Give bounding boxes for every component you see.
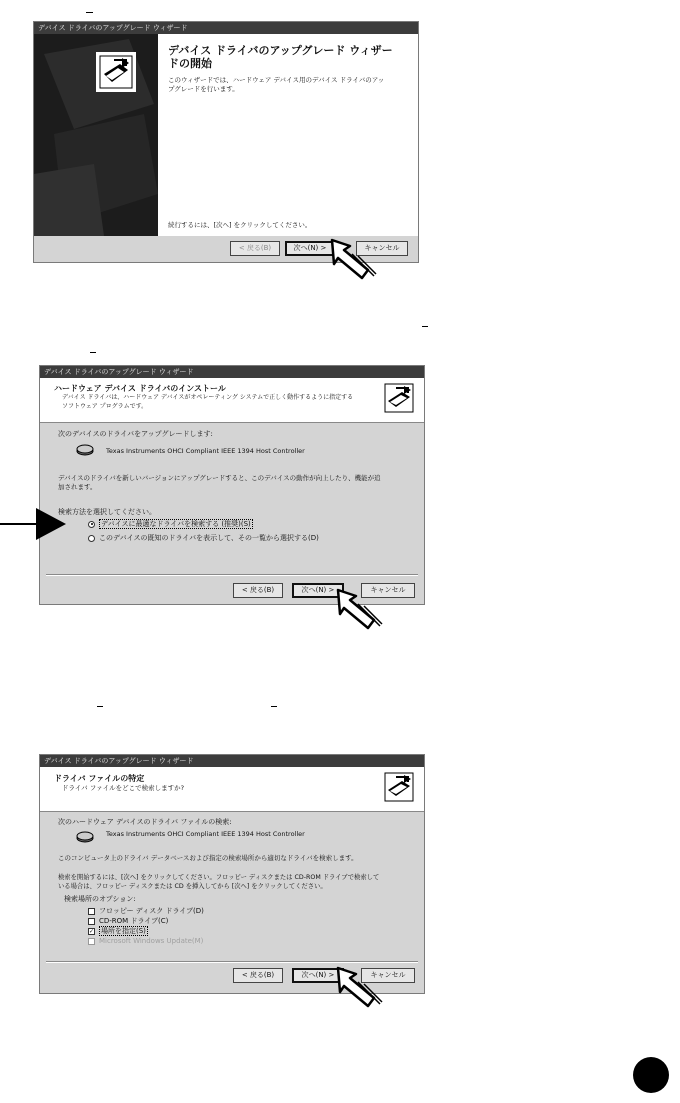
wizard-dialog-install bbox=[39, 365, 425, 605]
wizard-side-panel bbox=[34, 34, 158, 236]
next-button[interactable]: 次へ(N) > bbox=[285, 241, 335, 256]
wizard-dialog-welcome bbox=[33, 21, 419, 263]
welcome-description-line1: このウィザードでは、ハードウェア デバイス用のデバイス ドライバのアッ bbox=[168, 76, 385, 84]
hand-pointer-cursor-icon bbox=[328, 236, 382, 286]
checkbox bbox=[88, 938, 95, 945]
radio-option-recommended[interactable] bbox=[88, 519, 253, 529]
window-titlebar: デバイス ドライバのアップグレード ウィザード bbox=[40, 755, 424, 767]
margin-mark bbox=[422, 326, 428, 327]
welcome-heading: デバイス ドライバのアップグレード ウィザードの開始 bbox=[168, 44, 393, 70]
side-panel-art bbox=[34, 34, 158, 236]
checkbox-label: 場所を指定(S) bbox=[101, 927, 146, 935]
search-option-row[interactable] bbox=[88, 906, 204, 916]
margin-mark bbox=[90, 352, 96, 353]
cancel-button[interactable]: キャンセル bbox=[356, 241, 408, 256]
upgrade-label: 次のデバイスのドライバをアップグレードします: bbox=[58, 430, 213, 438]
instructions-line1: 検索を開始するには、[次へ] をクリックしてください。フロッピー ディスクまたは CD-ROM ドライブで検索して bbox=[58, 874, 380, 881]
radio-label: このデバイスの既知のドライバを表示して、その一覧から選択する(D) bbox=[99, 534, 319, 542]
wizard-header bbox=[40, 378, 424, 423]
radio-button[interactable] bbox=[88, 535, 95, 542]
search-method-label: 検索方法を選択してください。 bbox=[58, 508, 156, 516]
options-label: 検索場所のオプション: bbox=[64, 895, 136, 903]
checkbox[interactable]: ✓ bbox=[89, 927, 95, 935]
checkbox[interactable] bbox=[88, 918, 95, 925]
search-for-label: 次のハードウェア デバイスのドライバ ファイルの検索: bbox=[58, 818, 232, 826]
checkbox[interactable] bbox=[88, 908, 95, 915]
header-title: ハードウェア デバイス ドライバのインストール bbox=[54, 384, 226, 393]
next-button[interactable]: 次へ(N) > bbox=[292, 968, 344, 983]
back-button[interactable]: < 戻る(B) bbox=[233, 583, 283, 598]
wizard-header bbox=[40, 767, 424, 812]
button-separator bbox=[46, 574, 418, 576]
radio-option-list[interactable] bbox=[88, 533, 319, 543]
header-subtitle-line1: デバイス ドライバは、ハードウェア デバイスがオペレーティング システムで正しく動作するように指定する bbox=[62, 394, 354, 401]
wizard-hardware-icon bbox=[100, 56, 132, 88]
welcome-content bbox=[158, 34, 418, 236]
hand-pointer-cursor-icon bbox=[334, 586, 388, 636]
back-button[interactable]: < 戻る(B) bbox=[230, 241, 280, 256]
cancel-button[interactable]: キャンセル bbox=[361, 968, 415, 983]
arrow-right-icon bbox=[0, 506, 70, 542]
info-line1: デバイスのドライバを新しいバージョンにアップグレードすると、このデバイスの動作が向上したり、機能が追 bbox=[58, 474, 381, 482]
page-badge-icon bbox=[633, 1057, 669, 1093]
device-icon bbox=[76, 444, 94, 456]
search-option-row[interactable] bbox=[88, 916, 168, 926]
margin-mark bbox=[271, 706, 277, 707]
margin-mark bbox=[97, 706, 103, 707]
radio-label: デバイスに最適なドライバを検索する (推奨)(S) bbox=[101, 520, 251, 528]
next-button[interactable]: 次へ(N) > bbox=[292, 583, 344, 598]
radio-button[interactable] bbox=[88, 521, 95, 528]
cancel-button[interactable]: キャンセル bbox=[361, 583, 415, 598]
device-name: Texas Instruments OHCI Compliant IEEE 1394 Host Controller bbox=[106, 830, 305, 838]
wizard-hardware-icon bbox=[384, 383, 414, 413]
device-name: Texas Instruments OHCI Compliant IEEE 1394 Host Controller bbox=[106, 447, 305, 455]
search-option-row[interactable] bbox=[88, 926, 148, 936]
checkbox-label: Microsoft Windows Update(M) bbox=[99, 937, 204, 945]
back-button[interactable]: < 戻る(B) bbox=[233, 968, 283, 983]
window-titlebar: デバイス ドライバのアップグレード ウィザード bbox=[34, 22, 418, 34]
checkbox-label: CD-ROM ドライブ(C) bbox=[99, 917, 169, 925]
continue-instruction: 続行するには、[次へ] をクリックしてください。 bbox=[168, 221, 312, 229]
hand-pointer-cursor-icon bbox=[334, 964, 388, 1014]
search-option-row bbox=[88, 936, 203, 946]
info-line2: 加されます。 bbox=[58, 483, 97, 491]
wizard-dialog-locate bbox=[39, 754, 425, 994]
database-text: このコンピュータ上のドライバ データベースおよび指定の検索場所から適切なドライバを検索します。 bbox=[58, 854, 358, 862]
checkbox-label: フロッピー ディスク ドライブ(D) bbox=[99, 907, 204, 915]
welcome-description-line2: プグレードを行います。 bbox=[168, 85, 239, 93]
device-icon bbox=[76, 831, 94, 843]
header-subtitle-line2: ソフトウェア プログラムです。 bbox=[62, 403, 148, 410]
window-titlebar: デバイス ドライバのアップグレード ウィザード bbox=[40, 366, 424, 378]
header-title: ドライバ ファイルの特定 bbox=[54, 774, 145, 783]
header-subtitle: ドライバ ファイルをどこで検索しますか? bbox=[62, 784, 185, 792]
wizard-hardware-icon bbox=[384, 772, 414, 802]
margin-mark bbox=[86, 12, 93, 13]
instructions-line2: いる場合は、フロッピー ディスクまたは CD を挿入してから [次へ] をクリックしてください。 bbox=[58, 883, 327, 890]
button-separator bbox=[46, 961, 418, 963]
